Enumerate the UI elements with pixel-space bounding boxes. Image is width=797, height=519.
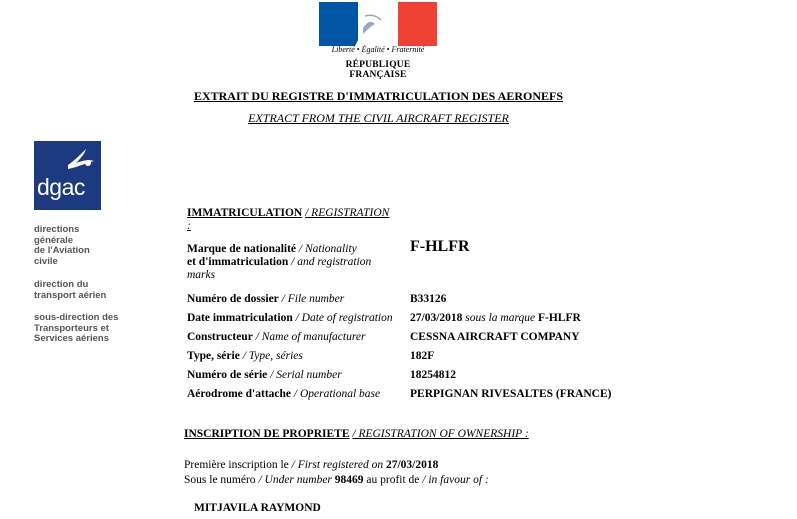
row-label-fr: Aérodrome d'attache — [187, 388, 292, 400]
sidebar-line: Services aériens — [34, 333, 110, 344]
row-label-fr: Numéro de dossier — [187, 293, 279, 305]
row-label-en: / Name of manufacturer — [255, 331, 366, 343]
in-favour-en: / in favour of : — [422, 474, 489, 486]
republic-motto: Liberté • Égalité • Fraternité — [331, 45, 425, 54]
mark-label-en-2: / and registration — [291, 256, 372, 268]
dgac-swirl-icon — [66, 147, 96, 171]
registration-row-label — [187, 312, 393, 325]
row-label-fr: Date immatriculation — [187, 312, 293, 324]
row-label-fr: Type, série — [187, 350, 240, 362]
row-label-fr: Constructeur — [187, 331, 253, 343]
sidebar-dgac — [34, 225, 134, 267]
registration-heading-en: / REGISTRATION — [305, 207, 390, 219]
registration-heading-tail: : — [187, 220, 191, 232]
sidebar-line: transport aérien — [34, 289, 107, 301]
mark-label-fr-2: et d'immatriculation — [187, 256, 289, 268]
row-label-fr: Numéro de série — [187, 369, 268, 381]
mark-label-en-1: / Nationality — [298, 243, 357, 255]
row-label-en: / Operational base — [293, 388, 381, 400]
first-registered-line — [184, 459, 438, 471]
registration-heading — [187, 207, 402, 233]
mark-label — [187, 243, 402, 282]
ownership-heading-fr: INSCRIPTION DE PROPRIETE — [184, 428, 350, 440]
document-title: EXTRAIT DU REGISTRE D'IMMATRICULATION DES AERONEFS — [193, 89, 564, 103]
republic-name: RÉPUBLIQUE FRANÇAISE — [345, 60, 411, 80]
dgac-logo — [34, 141, 101, 210]
owner-name: MITJAVILA RAYMOND — [194, 502, 321, 514]
serial-number-value: 18254812 — [410, 369, 456, 381]
registration-row-label — [187, 293, 344, 306]
row-label-en: / Type, séries — [242, 350, 303, 362]
first-registered-date: 27/03/2018 — [385, 459, 439, 471]
marianne-flag-icon — [319, 2, 437, 46]
row-label-en: / Date of registration — [295, 312, 393, 324]
registration-row-label — [187, 388, 380, 401]
registration-date-value — [410, 312, 581, 325]
number-label-fr: Sous le numéro — [184, 474, 256, 486]
registration-number-line — [184, 474, 489, 486]
operational-base-value: PERPIGNAN RIVESALTES (FRANCE) — [410, 388, 612, 400]
registration-date-mark: F-HLFR — [538, 312, 581, 324]
sidebar-line: civile — [34, 255, 58, 267]
sidebar-line: Transporteurs et — [34, 322, 109, 334]
file-number-value: B33126 — [410, 293, 447, 305]
sidebar-line: sous-direction des — [34, 312, 119, 323]
ownership-number: 98469 — [334, 474, 364, 486]
first-registered-en: / First registered on — [291, 459, 384, 471]
row-label-en: / Serial number — [270, 369, 342, 381]
in-favour-fr: au profit de — [366, 474, 420, 486]
first-registered-fr: Première inscription le — [184, 459, 289, 471]
sidebar-dta — [34, 280, 134, 301]
sidebar-subdirection — [34, 313, 134, 345]
sidebar-line: générale — [34, 234, 74, 246]
registration-row-label — [187, 369, 342, 382]
manufacturer-value: CESSNA AIRCRAFT COMPANY — [410, 331, 580, 343]
row-label-en: / File number — [281, 293, 345, 305]
mark-label-en-3: marks — [187, 269, 216, 281]
ownership-heading — [184, 428, 529, 440]
registration-heading-fr: IMMATRICULATION — [187, 207, 303, 219]
sidebar-line: directions — [34, 224, 80, 235]
document-subtitle: EXTRACT FROM THE CIVIL AIRCRAFT REGISTER — [248, 111, 509, 125]
number-label-en: / Under number — [258, 474, 332, 486]
sidebar-line: direction du — [34, 279, 89, 290]
mark-label-fr-1: Marque de nationalité — [187, 243, 297, 255]
ownership-heading-en: / REGISTRATION OF OWNERSHIP : — [352, 428, 529, 440]
registration-row-label — [187, 331, 365, 344]
dgac-logo-text: dgac — [37, 174, 85, 200]
sidebar-line: de l'Aviation — [34, 245, 90, 256]
registration-date-mid: sous la marque — [465, 312, 536, 324]
registration-row-label — [187, 350, 303, 363]
registration-date: 27/03/2018 — [410, 312, 463, 324]
type-value: 182F — [410, 350, 435, 362]
registration-mark-value: F-HLFR — [410, 238, 470, 255]
